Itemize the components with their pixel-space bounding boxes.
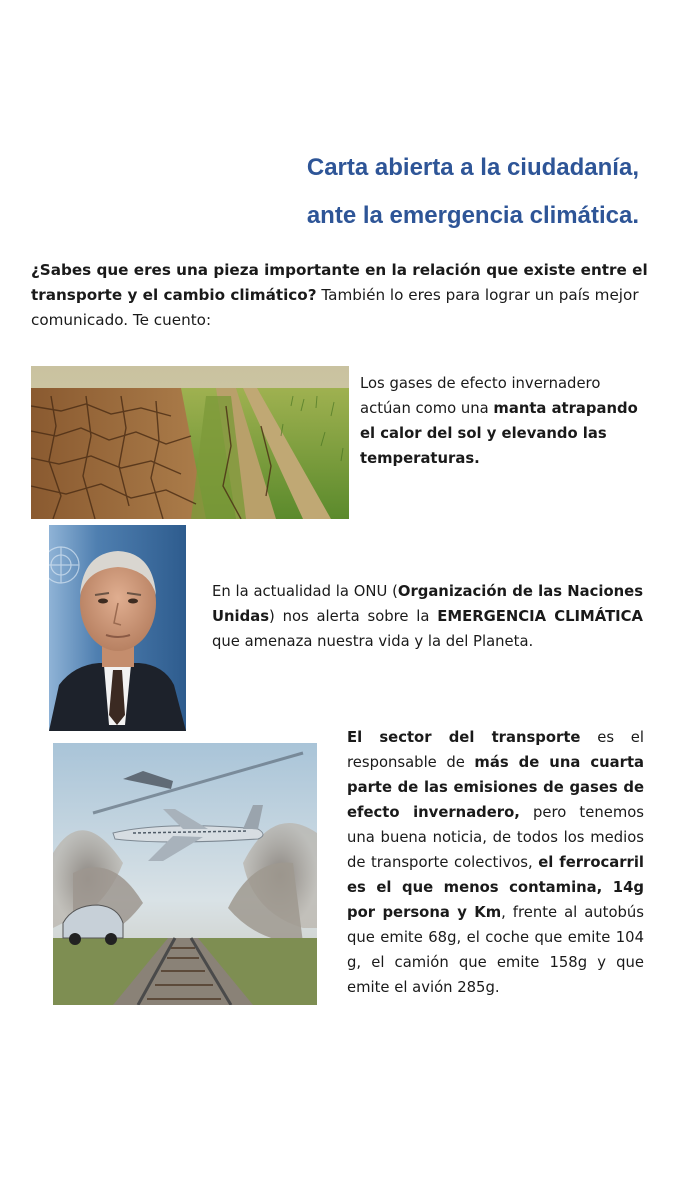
transport-text-3: , frente al autobús que emite 68g, el coche que emite 104 g, el camión que emite 158g y que emite el avión 285g. [347,904,644,996]
transport-bold-1: El sector del transporte [347,729,581,746]
greenhouse-text: Los gases de efecto invernadero actúan como una [360,375,601,417]
cracked-earth-image [31,366,349,519]
transport-paragraph [347,725,644,1000]
page-title-line-1: Carta abierta a la ciudadanía, [306,154,639,181]
transport-text-1: es el responsable de [347,729,644,771]
onu-text-2: ) nos alerta sobre la [269,608,438,625]
intro-text: También lo eres para lograr un país mejor comunicado. Te cuento: [31,286,639,329]
intro-paragraph [31,258,651,333]
portrait-image [49,525,186,731]
greenhouse-paragraph [360,371,655,471]
onu-paragraph [212,579,643,654]
page-title-line-2: ante la emergencia climática. [306,202,639,229]
transport-bold-2: más de una cuarta parte de las emisiones de gases de efecto invernadero, [347,754,645,821]
onu-bold-1: Organización de las Naciones Unidas [212,583,643,625]
transport-bold-3: el ferrocarril es el que menos contamina, 14g por persona y Km [347,854,644,921]
onu-text-3: que amenaza nuestra vida y la del Planeta. [212,633,534,650]
greenhouse-bold: manta atrapando el calor del sol y elevando las temperaturas. [360,400,638,467]
intro-question: ¿Sabes que eres una pieza importante en la relación que existe entre el transporte y el cambio climático? [31,261,648,304]
onu-bold-2: EMERGENCIA CLIMÁTICA [437,608,643,625]
onu-text-1: En la actualidad la ONU ( [212,583,398,600]
transport-image [53,743,317,1005]
transport-text-2: pero tenemos una buena noticia, de todos los medios de transporte colectivos, [347,804,644,871]
